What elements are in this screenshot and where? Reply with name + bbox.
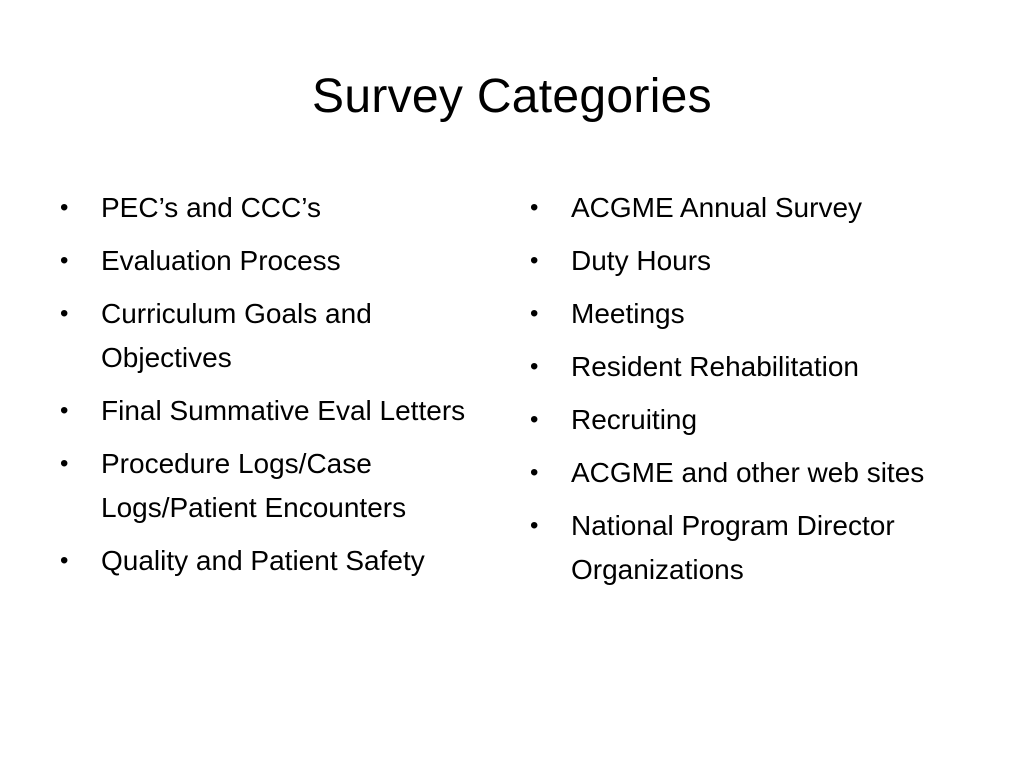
list-item-text: Resident Rehabilitation <box>571 351 859 382</box>
list-item <box>528 345 978 389</box>
list-item <box>58 292 510 380</box>
list-item-text: Duty Hours <box>571 245 712 276</box>
bullet-icon: • <box>60 247 69 274</box>
slide-title: Survey Categories <box>312 70 712 123</box>
bullet-icon: • <box>530 406 539 433</box>
bullet-icon: • <box>530 247 539 274</box>
list-item <box>58 539 510 583</box>
bullet-icon: • <box>60 397 69 424</box>
list-item-text: Procedure Logs/Case Logs/Patient Encounters <box>101 448 407 523</box>
bullet-icon: • <box>530 194 539 221</box>
list-item <box>58 389 510 433</box>
right-bullet-list <box>528 186 978 601</box>
bullet-icon: • <box>60 547 69 574</box>
bullet-icon: • <box>60 194 69 221</box>
bullet-icon: • <box>530 512 539 539</box>
list-item-text: National Program Director Organizations <box>571 510 895 585</box>
bullet-icon: • <box>530 353 539 380</box>
list-item-text: Recruiting <box>571 404 698 435</box>
list-item <box>528 504 978 592</box>
list-item-text: Curriculum Goals and Objectives <box>101 298 372 373</box>
bullet-icon: • <box>60 300 69 327</box>
list-item <box>528 398 978 442</box>
bullet-icon: • <box>530 300 539 327</box>
list-item-text: Evaluation Process <box>101 245 341 276</box>
list-item-text: ACGME Annual Survey <box>571 192 863 223</box>
list-item <box>58 442 510 530</box>
list-item-text: PEC’s and CCC’s <box>101 192 321 223</box>
list-item <box>58 239 510 283</box>
bullet-icon: • <box>60 450 69 477</box>
list-item-text: Quality and Patient Safety <box>101 545 425 576</box>
list-item-text: Final Summative Eval Letters <box>101 395 466 426</box>
list-item <box>528 451 978 495</box>
list-item <box>528 186 978 230</box>
list-item <box>528 292 978 336</box>
list-item-text: Meetings <box>571 298 685 329</box>
list-item-text: ACGME and other web sites <box>571 457 925 488</box>
list-item <box>528 239 978 283</box>
list-item <box>58 186 510 230</box>
bullet-icon: • <box>530 459 539 486</box>
left-bullet-list <box>58 186 510 592</box>
